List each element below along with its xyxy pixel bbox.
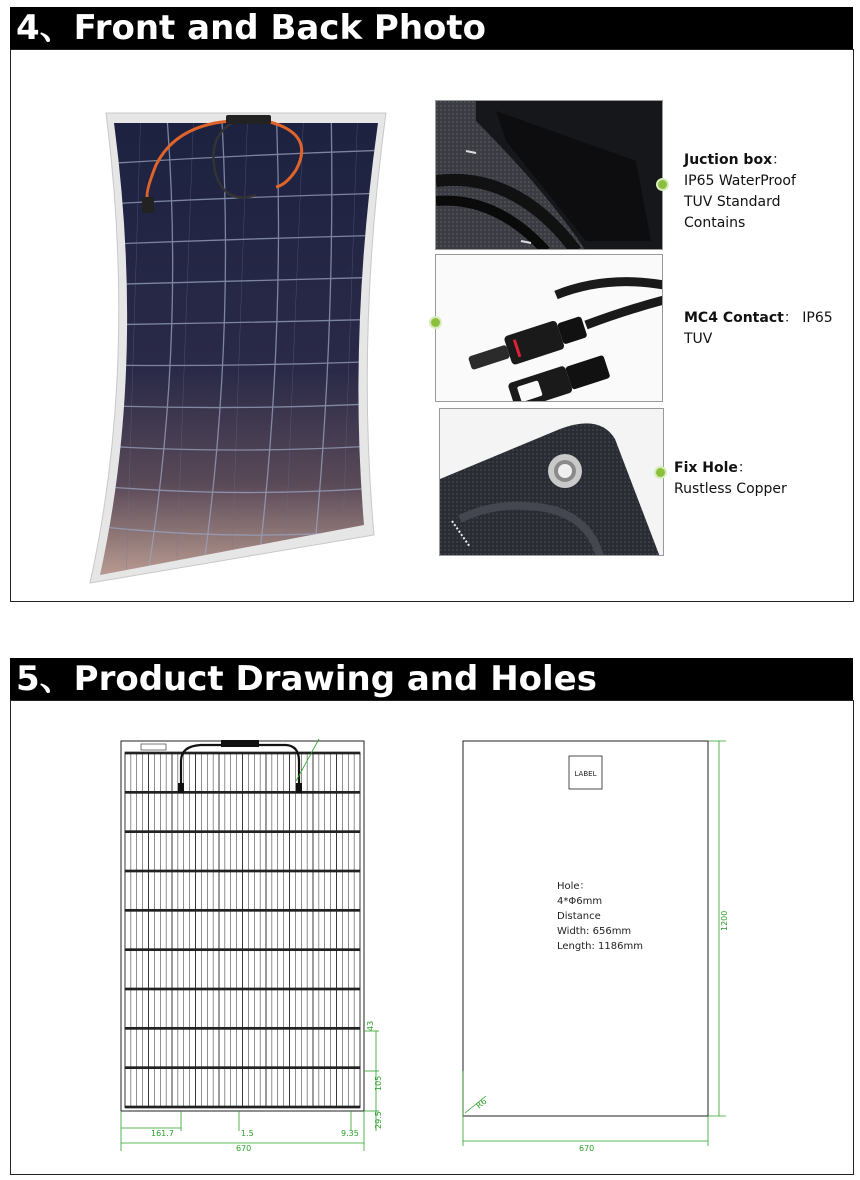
callout-inline: IP65 [802,310,833,326]
cell-row-bar [125,791,360,793]
callout-line: TUV Standard [684,194,781,210]
junction-box-callout [684,150,796,234]
hole-info [557,879,643,954]
cell-row-bar [125,1106,360,1108]
fix-hole-callout-dot [656,468,665,477]
dim-29-5: 29.5 [374,1111,383,1129]
cell-row-bar [125,870,360,872]
cell-row-bar [125,949,360,951]
front-drawing [111,731,391,1156]
hole-info-line: Distance [557,911,601,922]
hole-info-line: Hole： [557,881,590,892]
section-5-frame [10,700,854,1175]
cell-grid [125,752,360,1108]
dim-43: 43 [366,1020,375,1031]
hole-info-line: Length: 1186mm [557,941,643,952]
callout-separator: ： [783,310,798,326]
callout-line: IP65 WaterProof [684,173,796,189]
callout-line: Contains [684,215,746,231]
section-5-title: 5、Product Drawing and Holes [10,658,853,700]
mc4-callout [684,308,833,350]
cell-row-bar [125,1067,360,1069]
section-4-title: 4、Front and Back Photo [10,7,853,49]
mc4-callout-dot [431,318,440,327]
junction-box-drawing [221,740,259,747]
callout-separator: ： [737,460,752,476]
dim-670: 670 [236,1144,252,1153]
fix-hole-photo [439,408,664,556]
solar-panel-photo [86,105,391,585]
callout-line: Rustless Copper [674,481,787,497]
cell-row-bar [125,831,360,833]
fix-hole-heading: Fix Hole [674,460,738,476]
junction-box-callout-dot [658,180,667,189]
hole-info-line: Width: 656mm [557,926,632,937]
dim-1200: 1200 [720,910,729,931]
dim-161-7: 161.7 [151,1129,174,1138]
cell-row-bar [125,909,360,911]
dim-1-5: 1.5 [241,1129,254,1138]
callout-line: TUV [684,331,713,347]
fix-hole-callout [674,458,787,500]
cell-row-bar [125,1027,360,1029]
callout-separator: ： [772,152,787,168]
dim-105: 105 [374,1075,383,1091]
cell-row-bar [125,988,360,990]
mc4-connector-photo [435,254,663,402]
mc4-heading: MC4 Contact [684,310,784,326]
hole-info-line: 4*Φ6mm [557,896,603,907]
dim-9-35: 9.35 [341,1129,359,1138]
section-4-frame [10,49,854,602]
junction-box-heading: Juction box [684,152,773,168]
dim-670-back: 670 [579,1144,595,1153]
junction-box-photo [435,100,663,250]
dim-r6: R6 [474,1096,489,1111]
label-box-text: LABEL [574,770,597,778]
cell-row-bar [125,752,360,754]
